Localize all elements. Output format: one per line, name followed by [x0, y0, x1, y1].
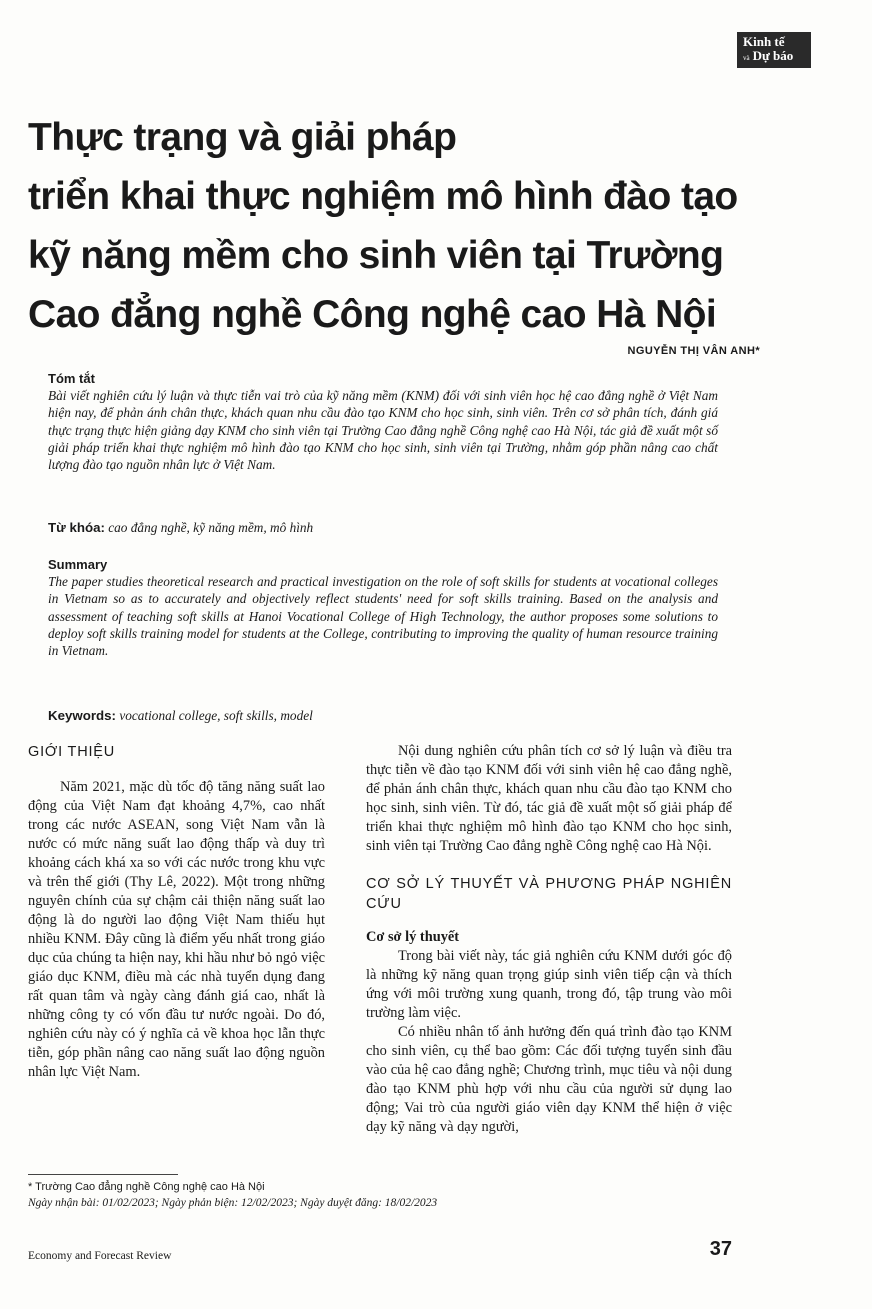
- section-heading-theory: CƠ SỞ LÝ THUYẾT VÀ PHƯƠNG PHÁP NGHIÊN CỨU: [366, 876, 732, 912]
- title-line: Cao đẳng nghề Công nghệ cao Hà Nội: [28, 293, 717, 336]
- title-line: Thực trạng và giải pháp: [28, 116, 457, 159]
- article-title: [28, 108, 788, 344]
- right-column: [366, 742, 732, 1137]
- abstract-vi-text: Bài viết nghiên cứu lý luận và thực tiễn vai trò của kỹ năng mềm (KNM) đối với sinh viên học hệ cao đẳng nghề ở Việt Nam hiện nay, để phản ánh chân thực, khách quan nhu cầu đào tạo KNM cho học sinh, sinh viên. Trên cơ sở phân tích, đánh giá thực trạng thực hiện giảng dạy KNM cho sinh viên tại Trường Cao đẳng nghề Công nghệ cao Hà Nội, tác giả đề xuất một số giải pháp triển khai thực nghiệm mô hình đào tạo KNM cho học sinh, sinh viên tại Trường, nhằm góp phần nâng cao chất lượng đào tạo nguồn nhân lực ở Việt Nam.: [48, 388, 718, 473]
- author-name: NGUYỄN THỊ VÂN ANH*: [627, 345, 760, 357]
- page-number: 37: [709, 1238, 732, 1260]
- right-paragraph-2: Trong bài viết này, tác giả nghiên cứu KNM dưới góc độ là những kỹ năng quan trọng giúp sinh viên tiếp cận và thích ứng với môi trường xung quanh, trong đó, tập trung vào môi trường làm việc.: [366, 948, 732, 1021]
- left-column: [28, 742, 325, 1082]
- keywords-en-text: vocational college, soft skills, model: [119, 708, 313, 723]
- section-heading-intro: GIỚI THIỆU: [28, 744, 116, 760]
- footnote-affiliation: * Trường Cao đẳng nghề Công nghệ cao Hà Nội: [28, 1181, 265, 1193]
- journal-name: Economy and Forecast Review: [28, 1250, 172, 1262]
- right-paragraph-1: Nội dung nghiên cứu phân tích cơ sở lý luận và điều tra thực tiễn về đào tạo KNM đối với sinh viên hệ cao đẳng nghề, để phản ánh chân thực, khách quan nhu cầu đào tạo KNM cho học sinh, sinh viên. Từ đó, tác giả đề xuất một số giải pháp để triển khai thực nghiệm mô hình đào tạo KNM cho học sinh, sinh viên tại Trường Cao đẳng nghề Công nghệ cao Hà Nội.: [366, 743, 732, 854]
- keywords-en-label: Keywords:: [48, 708, 116, 723]
- right-paragraph-3: Có nhiều nhân tố ảnh hưởng đến quá trình đào tạo KNM cho sinh viên, cụ thể bao gồm: Các đối tượng tuyển sinh đầu vào của hệ cao đẳng nghề; Chương trình, mục tiêu và nội dung đào tạo KNM phù hợp với nhu cầu của người sử dụng lao động; Vai trò của người giáo viên dạy KNM thể hiện ở việc dạy kỹ năng và dạy người,: [366, 1024, 732, 1135]
- intro-paragraph: Năm 2021, mặc dù tốc độ tăng năng suất lao động của Việt Nam đạt khoảng 4,7%, cao nhất trong các nước ASEAN, song Việt Nam vẫn là nước có mức năng suất lao động thấp và duy trì khoảng cách khá xa so với các nước trong khu vực và trên thế giới (Thy Lê, 2022). Một trong những nguyên chính của sự chậm cải thiện năng suất lao động là do người lao động Việt Nam thiếu hụt nhiều KNM. Đây cũng là điểm yếu nhất trong giáo dục của chúng ta hiện nay, khi hầu như bỏ ngỏ việc giáo dục KNM, điều mà các nhà tuyển dụng đang rất quan tâm và ngày càng đánh giá cao, nhất là những công ty có vốn đầu tư nước ngoài. Do đó, nghiên cứu này có ý nghĩa cả về khoa học lẫn thực tiễn, góp phần nâng cao năng suất lao động nguồn nhân lực Việt Nam.: [28, 779, 325, 1080]
- abstract-vietnamese: [48, 370, 718, 473]
- badge-small: và: [743, 54, 750, 62]
- badge-line1: Kinh tế: [743, 34, 785, 49]
- abstract-en-heading: Summary: [48, 557, 108, 572]
- footnote: [28, 1179, 437, 1211]
- footnote-dates: Ngày nhận bài: 01/02/2023; Ngày phản biện: 12/02/2023; Ngày duyệt đăng: 18/02/2023: [28, 1197, 438, 1209]
- keywords-vietnamese: [48, 520, 718, 536]
- title-line: kỹ năng mềm cho sinh viên tại Trường: [28, 234, 724, 277]
- keywords-english: [48, 708, 718, 724]
- badge-line2-text: Dự báo: [752, 48, 794, 63]
- footnote-divider: [28, 1174, 178, 1175]
- abstract-en-text: The paper studies theoretical research and practical investigation on the role of soft skills for students at vocational colleges in Vietnam so as to accurately and objectively reflect students' need for soft skills training. Based on the analysis and assessment of teaching soft skills at Hanoi Vocational College of High Technology, the author proposes some solutions to deploy soft skills training model for students at the College, contributing to improving the quality of human resource training in Vietnam.: [48, 574, 718, 659]
- abstract-english: [48, 556, 718, 659]
- keywords-vi-text: cao đẳng nghề, kỹ năng mềm, mô hình: [108, 520, 314, 535]
- abstract-vi-heading: Tóm tắt: [48, 371, 95, 386]
- keywords-vi-label: Từ khóa:: [48, 520, 105, 535]
- subheading-theory: Cơ sở lý thuyết: [366, 929, 460, 945]
- title-line: triển khai thực nghiệm mô hình đào tạo: [28, 175, 738, 218]
- journal-badge: [737, 32, 811, 68]
- badge-line2: [743, 49, 805, 65]
